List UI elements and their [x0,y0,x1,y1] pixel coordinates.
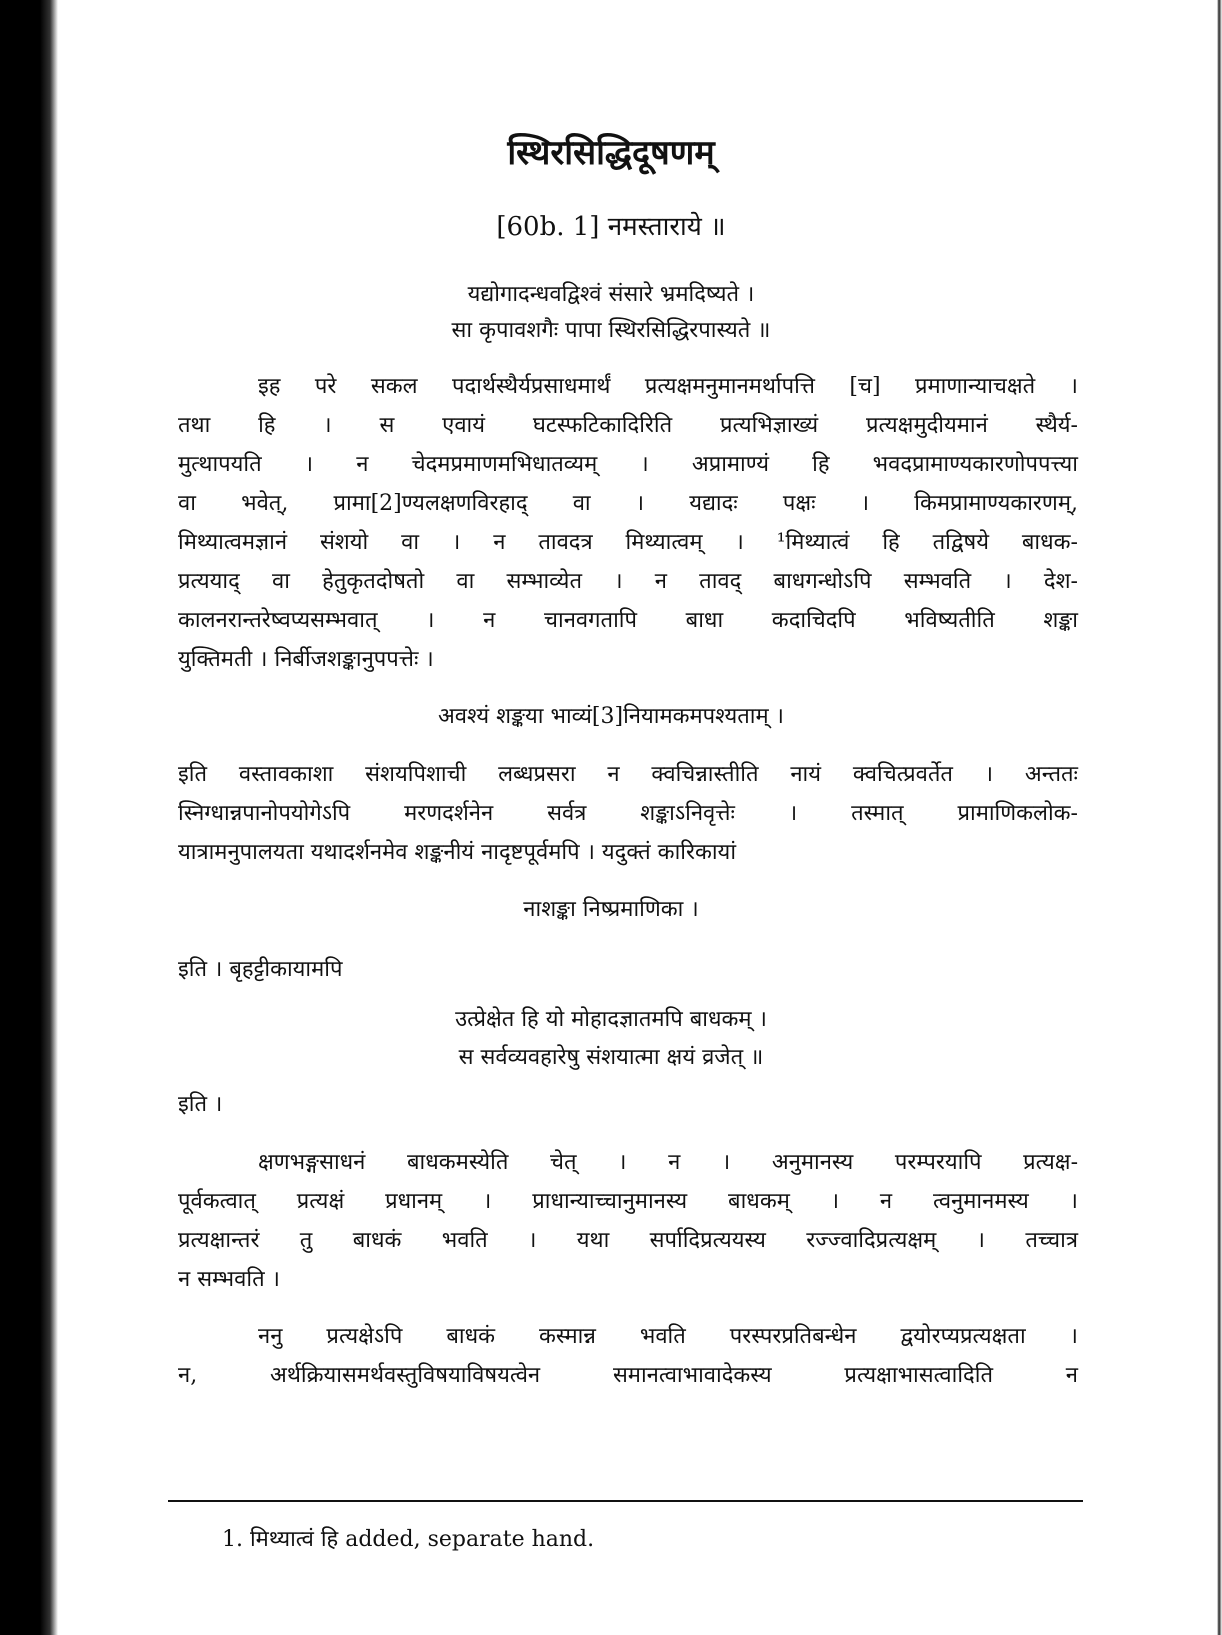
page-title: स्थिरसिद्धिदूषणम् [507,133,715,173]
verse-line: यद्योगादन्धवद्विश्वं संसारे भ्रमदिष्यते । [467,282,755,307]
paragraph-line: प्रत्यक्षान्तरं तु बाधकं भवति । यथा सर्पादिप्रत्ययस्य रज्ज्वादिप्रत्यक्षम् । तच्चात्र [178,1228,1078,1253]
paragraph-line: मिथ्यात्वमज्ञानं संशयो वा । न तावदत्र मिथ्यात्वम् । ¹मिथ्यात्वं हि तद्विषये बाधक- [178,530,1078,555]
paragraph-line: पूर्वकत्वात् प्रत्यक्षं प्रधानम् । प्राधान्याच्चानुमानस्य बाधकम् । न त्वनुमानमस्य । [178,1189,1078,1214]
paragraph-line: युक्तिमती । निर्बीजशङ्कानुपपत्तेः । [178,647,434,672]
scan-right-edge [1208,0,1222,1635]
verse-line: उत्प्रेक्षेत हि यो मोहादज्ञातमपि बाधकम् । [455,1007,767,1032]
paragraph-line: न, अर्थक्रियासमर्थवस्तुविषयाविषयत्वेन समानत्वाभावादेकस्य प्रत्यक्षाभासत्वादिति न [178,1363,1078,1388]
paragraph-line: स्निग्धान्नपानोपयोगेऽपि मरणदर्शनेन सर्वत्र शङ्काऽनिवृत्तेः । तस्मात् प्रामाणिकलोक- [178,801,1078,826]
verse-line: अवश्यं शङ्कया भाव्यं[3]नियामकमपश्यताम् । [438,704,784,729]
paragraph-line: ननु प्रत्यक्षेऽपि बाधकं कस्मान्न भवति परस्परप्रतिबन्धेन द्वयोरप्यप्रत्यक्षता । [258,1324,1078,1349]
scan-left-edge [0,0,58,1635]
paragraph-line: इति । बृहट्टीकायामपि [178,957,343,982]
paragraph-line: न सम्भवति । [178,1267,280,1292]
paragraph-line: इह परे सकल पदार्थस्थैर्यप्रसाधमार्थं प्रत्यक्षमनुमानमर्थापत्ति [च] प्रमाणान्याचक्षते । [258,374,1078,399]
verse-line: सा कृपावशगैः पापा स्थिरसिद्धिरपास्यते ॥ [451,318,771,343]
verse-line: स सर्वव्यवहारेषु संशयात्मा क्षयं व्रजेत् ॥ [458,1045,764,1070]
verse-line: नाशङ्का निष्प्रमाणिका । [523,897,699,922]
paragraph-line: कालनरान्तरेष्वप्यसम्भवात् । न चानवगतापि बाधा कदाचिदपि भविष्यतीति शङ्का [178,608,1078,633]
folio-line: [60b. 1] नमस्ताराये ॥ [496,212,726,242]
paragraph-line: प्रत्ययाद् वा हेतुकृतदोषतो वा सम्भाव्येत । न तावद् बाधगन्धोऽपि सम्भवति । देश- [178,569,1078,594]
paragraph-line: मुत्थापयति । न चेदमप्रमाणमभिधातव्यम् । अप्रामाण्यं हि भवदप्रामाण्यकारणोपपत्त्या [178,452,1078,477]
paragraph-line: तथा हि । स एवायं घटस्फटिकादिरिति प्रत्यभिज्ञाख्यं प्रत्यक्षमुदीयमानं स्थैर्य- [178,413,1078,438]
footnote-rule [168,1500,1083,1502]
paragraph-line: यात्रामनुपालयता यथादर्शनमेव शङ्कनीयं नादृष्टपूर्वमपि । यदुक्तं कारिकायां [178,840,737,865]
footnote: 1. मिथ्यात्वं हि added, separate hand. [222,1527,595,1552]
paragraph-line: वा भवेत्, प्रामा[2]ण्यलक्षणविरहाद् वा । यद्यादः पक्षः । किमप्रामाण्यकारणम्, [178,491,1078,516]
paragraph-line: इति वस्तावकाशा संशयपिशाची लब्धप्रसरा न क्वचिन्नास्तीति नायं क्वचित्प्रवर्तेत । अन्ततः [178,762,1078,787]
paragraph-line: इति । [178,1092,223,1117]
paragraph-line: क्षणभङ्गसाधनं बाधकमस्येति चेत् । न । अनुमानस्य परम्परयापि प्रत्यक्ष- [258,1150,1078,1175]
